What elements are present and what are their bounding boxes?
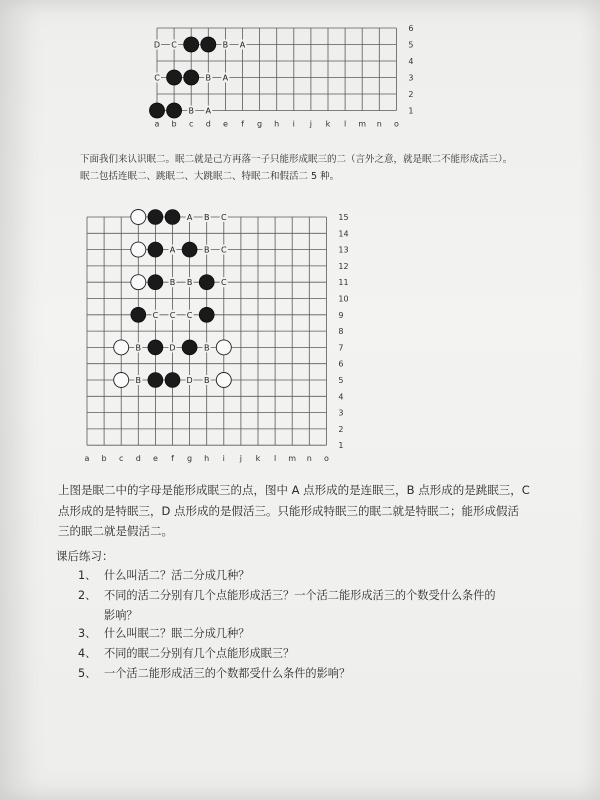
row-label: 1 [408,106,414,116]
column-label: d [205,119,211,129]
explanation-paragraph: 上图是眠二中的字母是能形成眠三的点，图中 A 点形成的是连眠三，B 点形成的是跳眠三，C 点形成的是特眠三，D 点形成的是假活三。只能形成特眠三的眠二就是特眠二；能形成假活三的眠二就是假活二。 [58,483,530,539]
exercise-text: 不同的眠二分别有几个点能形成眠三？ [104,647,295,660]
point-mark-label: A [222,73,229,83]
point-mark-label: D [169,343,176,353]
go-board-diagram-1 [140,22,430,142]
intro-paragraph: 下面我们来认识眠二。眠二就是己方再落一子只能形成眠三的二（言外之意，就是眠二不能形成活三）。眠二包括连眠二、跳眠二、大跳眠二、特眠二和假活二 5 种。 [80,154,513,182]
point-mark-label: C [221,245,227,255]
column-label: h [274,119,280,129]
column-label: n [376,119,382,129]
row-label: 3 [338,408,344,418]
exercise-item [78,644,538,664]
point-mark-label: D [153,40,161,50]
point-mark-label: D [186,376,193,385]
white-stone [131,210,146,225]
point-mark-label: B [203,213,210,222]
row-label: 11 [338,278,349,288]
point-mark-label: C [221,213,227,222]
point-mark-label: B [203,376,210,385]
black-stone [148,340,163,355]
black-stone [148,275,163,290]
point-mark-label: B [203,245,210,255]
point-mark-label: C [171,40,177,50]
point-mark-label: B [203,343,210,353]
column-label: g [257,119,263,129]
column-label: h [204,454,210,464]
white-stone [114,340,129,355]
row-label: 2 [338,424,344,434]
row-label: 5 [408,40,414,50]
black-stone [167,103,182,118]
row-label: 15 [338,213,349,222]
row-label: 3 [408,73,414,83]
column-label: a [84,454,90,464]
row-label: 7 [338,343,344,353]
exercise-number: 4、 [78,647,97,660]
column-label: m [288,454,297,464]
row-label: 9 [338,310,344,320]
column-label: k [325,119,331,129]
exercise-text: 什么叫眠二？眠二分成几种？ [104,627,250,640]
row-label: 4 [338,392,344,402]
exercise-number: 3、 [78,627,97,640]
point-mark-label: A [239,40,246,50]
exercise-item [78,624,538,644]
point-mark-label: B [135,343,142,353]
exercise-text: 不同的活二分别有几个点能形成活三？一个活二能形成活三的个数受什么条件的 [104,589,496,602]
exercise-number: 1、 [78,569,97,582]
black-stone [182,340,197,355]
point-mark-label: A [186,213,193,222]
black-stone [167,70,182,85]
black-stone [184,37,199,52]
white-stone [216,340,231,355]
column-label: j [239,454,243,464]
black-stone [184,70,199,85]
column-label: i [222,454,225,464]
white-stone [114,373,129,388]
point-mark-label: B [186,278,193,288]
column-label: b [101,454,107,464]
column-label: f [171,454,174,464]
column-label: m [358,119,367,129]
black-stone [201,37,216,52]
column-label: k [255,454,261,464]
black-stone [199,275,214,290]
black-stone [149,103,164,118]
column-label: n [306,454,312,464]
white-stone [131,275,146,290]
exercise-item [78,566,538,586]
point-mark-label: A [205,106,212,116]
column-label: o [393,119,399,129]
point-mark-label: C [154,73,160,83]
black-stone [165,210,180,225]
white-stone [216,373,231,388]
row-label: 4 [408,57,414,66]
column-label: i [292,119,295,129]
column-label: d [135,454,141,464]
point-mark-label: C [169,310,176,320]
column-label: g [187,454,193,464]
column-label: e [152,454,158,464]
black-stone [148,373,163,388]
column-label: b [171,119,177,129]
point-mark-label: B [205,73,212,83]
row-label: 1 [338,441,344,451]
column-label: a [154,119,160,129]
point-mark-label: B [135,376,142,385]
column-label: o [323,454,329,464]
column-label: f [241,119,244,129]
point-mark-label: C [186,310,193,320]
point-mark-label: B [222,40,229,50]
row-label: 5 [338,376,344,385]
exercise-item [78,664,538,684]
column-label: l [273,454,277,464]
row-label: 6 [338,359,344,369]
row-label: 6 [408,24,414,33]
exercise-text: 什么叫活二？活二分成几种？ [104,569,250,582]
row-label: 13 [338,245,349,255]
column-label: j [309,119,313,129]
black-stone [182,242,197,257]
row-label: 12 [338,261,349,271]
black-stone [165,373,180,388]
exercise-text: 一个活二能形成活三的个数都受什么条件的影响？ [104,667,351,680]
point-mark-label: B [169,278,176,288]
exercise-item [78,586,538,625]
point-mark-label: C [152,310,159,320]
column-label: e [222,119,228,129]
point-mark-label: C [221,278,227,288]
column-label: c [118,454,124,464]
go-board-diagram-2 [70,205,360,470]
exercise-number: 5、 [78,667,97,680]
exercise-number: 2、 [78,589,97,602]
column-label: l [343,119,347,129]
point-mark-label: B [188,106,194,116]
point-mark-label: A [169,245,176,255]
row-label: 2 [408,90,414,99]
black-stone [131,307,146,322]
row-label: 14 [338,229,349,239]
column-label: c [188,119,194,129]
black-stone [199,307,214,322]
exercise-text-continued: 影响？ [104,608,138,622]
row-label: 10 [338,294,349,304]
black-stone [148,242,163,257]
exercises-title: 课后练习： [56,549,114,563]
white-stone [131,242,146,257]
black-stone [148,210,163,225]
row-label: 8 [338,327,344,337]
